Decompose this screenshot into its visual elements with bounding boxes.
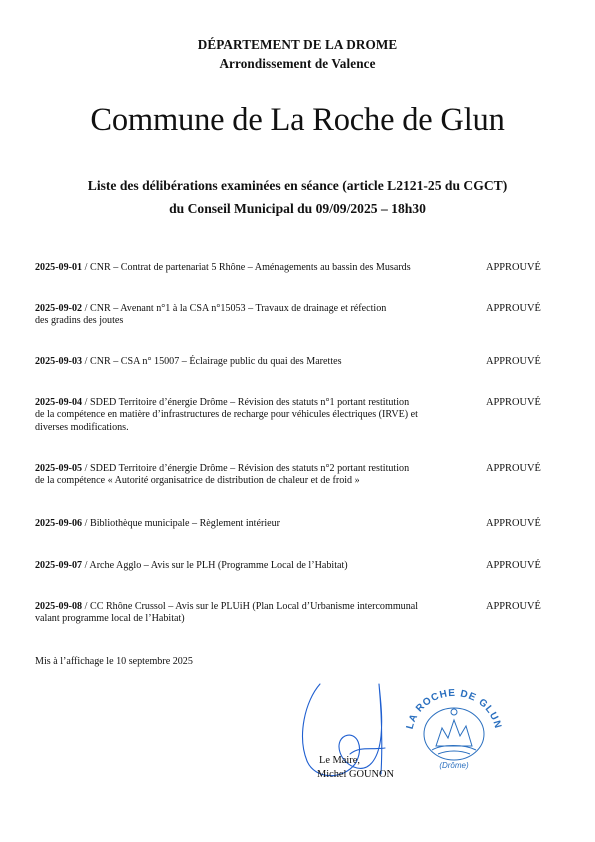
mayor-title: Le Maire,	[319, 755, 360, 766]
status-label: APPROUVÉ	[486, 397, 541, 408]
stamp-text-top: LA ROCHE DE GLUN	[404, 687, 504, 731]
deliberation-number: 2025-09-08	[35, 601, 83, 612]
status-label: APPROUVÉ	[486, 356, 541, 367]
deliberation-item	[35, 518, 465, 530]
deliberation-item	[35, 463, 465, 488]
deliberation-number: 2025-09-05	[35, 463, 83, 474]
stamp-text-bottom: (Drôme)	[439, 761, 469, 770]
arrondissement-heading: Arrondissement de Valence	[219, 56, 376, 71]
town-seal-stamp	[398, 684, 510, 770]
deliberation-title-continued: diverses modifications.	[35, 421, 129, 433]
deliberation-title: / CNR – CSA n° 15007 – Éclairage public du quai des Marettes	[82, 356, 342, 367]
council-date-subtitle: du Conseil Municipal du 09/09/2025 – 18h30	[169, 201, 426, 216]
department-heading: DÉPARTEMENT DE LA DROME	[197, 37, 398, 52]
status-label: APPROUVÉ	[486, 303, 541, 314]
posting-date: Mis à l’affichage le 10 septembre 2025	[35, 656, 193, 667]
deliberation-title-continued: de la compétence « Autorité organisatrice de distribution de chaleur et de froid »	[35, 475, 360, 487]
commune-title: Commune de La Roche de Glun	[90, 102, 505, 138]
deliberation-item	[35, 303, 465, 328]
deliberation-number: 2025-09-03	[35, 356, 83, 367]
deliberation-title: / CNR – Avenant n°1 à la CSA n°15053 – Travaux de drainage et réfection	[82, 303, 387, 314]
deliberation-item	[35, 397, 465, 434]
deliberation-item	[35, 356, 465, 368]
deliberation-number: 2025-09-04	[35, 397, 83, 408]
status-label: APPROUVÉ	[486, 518, 541, 529]
status-label: APPROUVÉ	[486, 560, 541, 571]
status-label: APPROUVÉ	[486, 463, 541, 474]
deliberation-title-continued: valant programme local de l’Habitat)	[35, 613, 185, 625]
deliberation-title-continued: des gradins des joutes	[35, 315, 124, 327]
status-label: APPROUVÉ	[486, 262, 541, 273]
deliberation-title: / SDED Territoire d’énergie Drôme – Révision des statuts n°2 portant restitution	[82, 463, 410, 474]
deliberation-item	[35, 262, 465, 274]
deliberation-number: 2025-09-07	[35, 560, 83, 571]
deliberation-number: 2025-09-06	[35, 518, 83, 529]
deliberation-title: / Arche Agglo – Avis sur le PLH (Programme Local de l’Habitat)	[82, 560, 348, 571]
deliberation-title: / CNR – Contrat de partenariat 5 Rhône – Aménagements au bassin des Musards	[82, 262, 411, 273]
list-subtitle: Liste des délibérations examinées en séance (article L2121-25 du CGCT)	[87, 178, 508, 193]
deliberation-item	[35, 601, 465, 626]
deliberation-title: / Bibliothèque municipale – Règlement intérieur	[82, 518, 281, 529]
status-label: APPROUVÉ	[486, 601, 541, 612]
deliberation-number: 2025-09-02	[35, 303, 83, 314]
deliberation-title-continued: de la compétence en matière d’infrastructures de recharge pour véhicules électriques (IRVE) et	[35, 409, 418, 421]
deliberation-number: 2025-09-01	[35, 262, 83, 273]
deliberation-title: / CC Rhône Crussol – Avis sur le PLUiH (Plan Local d’Urbanisme intercommunal	[82, 601, 419, 612]
deliberation-item	[35, 560, 465, 572]
deliberation-title: / SDED Territoire d’énergie Drôme – Révision des statuts n°1 portant restitution	[82, 397, 410, 408]
mayor-name: Michel GOUNON	[317, 769, 395, 780]
